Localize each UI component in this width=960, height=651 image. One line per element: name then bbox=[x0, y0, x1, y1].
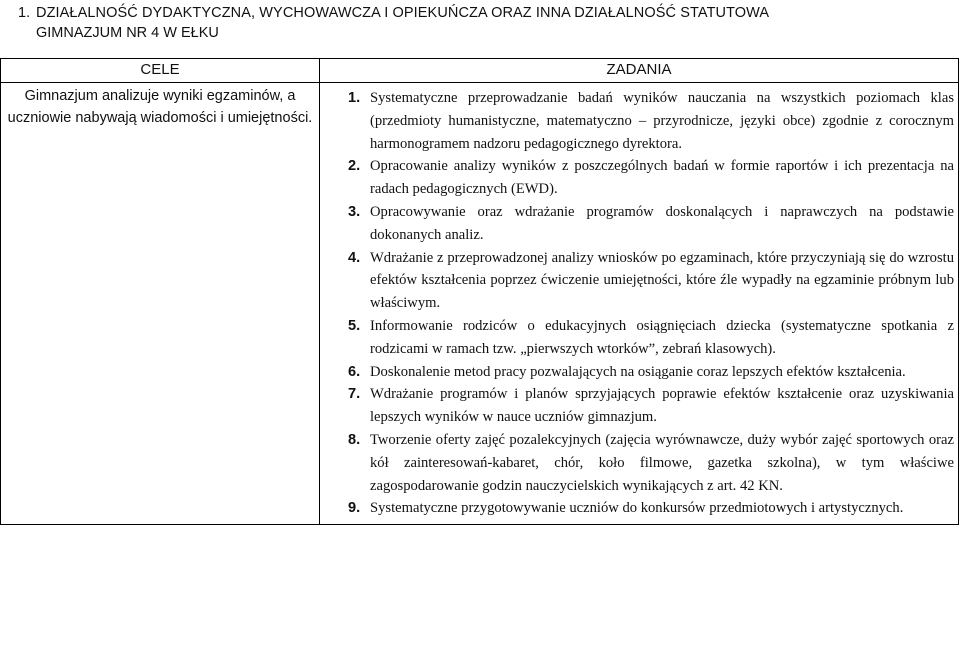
task-item bbox=[348, 429, 954, 497]
task-text: Opracowanie analizy wyników z poszczególnych badań w formie raportów i ich prezentacja na radach pedagogicznych (EWD). bbox=[370, 158, 954, 198]
task-number: 8. bbox=[348, 431, 361, 448]
section-title: DZIAŁALNOŚĆ DYDAKTYCZNA, WYCHOWAWCZA I OPIEKUŃCZA ORAZ INNA DZIAŁALNOŚĆ STATUTOWA bbox=[36, 5, 770, 21]
task-number: 9. bbox=[348, 500, 361, 517]
task-item bbox=[348, 247, 954, 315]
task-text: Doskonalenie metod pracy pozwalających na osiąganie coraz lepszych efektów kształcenia. bbox=[370, 363, 906, 380]
table-header-row bbox=[1, 59, 959, 83]
section-heading-line-1 bbox=[18, 3, 769, 23]
task-item bbox=[348, 361, 954, 384]
table-row bbox=[1, 83, 959, 525]
task-number: 6. bbox=[348, 363, 361, 380]
task-text: Wdrażanie z przeprowadzonej analizy wniosków po egzaminach, które przyczyniają się do wzrostu efektów kształcenia poprzez ćwiczenie umiejętności, które źle wypadły na egzaminie próbnym lub właściwym. bbox=[370, 249, 954, 312]
header-tasks-cell bbox=[320, 59, 959, 83]
goals-tasks-table bbox=[0, 58, 959, 525]
task-item bbox=[348, 155, 954, 201]
task-item bbox=[348, 315, 954, 361]
goal-text: Gimnazjum analizuje wyniki egzaminów, a uczniowie nabywają wiadomości i umiejętności. bbox=[7, 88, 313, 126]
header-goals: CELE bbox=[140, 61, 180, 78]
section-subtitle: GIMNAZJUM NR 4 W EŁKU bbox=[36, 25, 219, 41]
tasks-cell bbox=[320, 83, 959, 525]
task-number: 7. bbox=[348, 386, 361, 403]
task-text: Systematyczne przygotowywanie uczniów do konkursów przedmiotowych i artystycznych. bbox=[370, 500, 904, 517]
header-tasks: ZADANIA bbox=[606, 61, 672, 78]
task-text: Tworzenie oferty zajęć pozalekcyjnych (zajęcia wyrównawcze, duży wybór zajęć sportowych oraz kół zainteresowań-kabaret, chór, koło filmowe, gazetka szkolna), w tym właściwe zagospodarowanie godzin nauczycielskich wynikających z art. 42 KN. bbox=[370, 431, 954, 494]
task-text: Wdrażanie programów i planów sprzyjających poprawie efektów kształcenie oraz uzyskiwania lepszych wyników w nauce uczniów gimnazjum. bbox=[370, 386, 954, 426]
goal-cell bbox=[1, 83, 320, 525]
task-text: Systematyczne przeprowadzanie badań wyników nauczania na wszystkich poziomach klas (przedmioty humanistyczne, matematyczno – przyrodnicze, języki obce) zgodnie z corocznym harmonogramem nadzoru pedagogicznego dyrektora. bbox=[370, 90, 954, 152]
task-number: 5. bbox=[348, 317, 361, 334]
task-item bbox=[348, 87, 954, 155]
task-item bbox=[348, 383, 954, 429]
task-number: 4. bbox=[348, 249, 361, 266]
task-item bbox=[348, 497, 954, 520]
section-heading bbox=[18, 3, 769, 43]
task-text: Opracowywanie oraz wdrażanie programów doskonalących i naprawczych na podstawie dokonanych analiz. bbox=[370, 203, 954, 243]
task-number: 2. bbox=[348, 158, 361, 175]
task-number: 3. bbox=[348, 203, 361, 220]
task-number: 1. bbox=[348, 90, 361, 106]
task-text: Informowanie rodziców o edukacyjnych osiągnięciach dziecka (systematyczne spotkania z rodzicami w ramach tzw. „pierwszych wtorków”, zebrań klasowych). bbox=[370, 317, 954, 357]
task-item bbox=[348, 201, 954, 247]
section-number: 1. bbox=[18, 5, 31, 21]
tasks-list bbox=[320, 83, 958, 524]
header-goals-cell bbox=[1, 59, 320, 83]
